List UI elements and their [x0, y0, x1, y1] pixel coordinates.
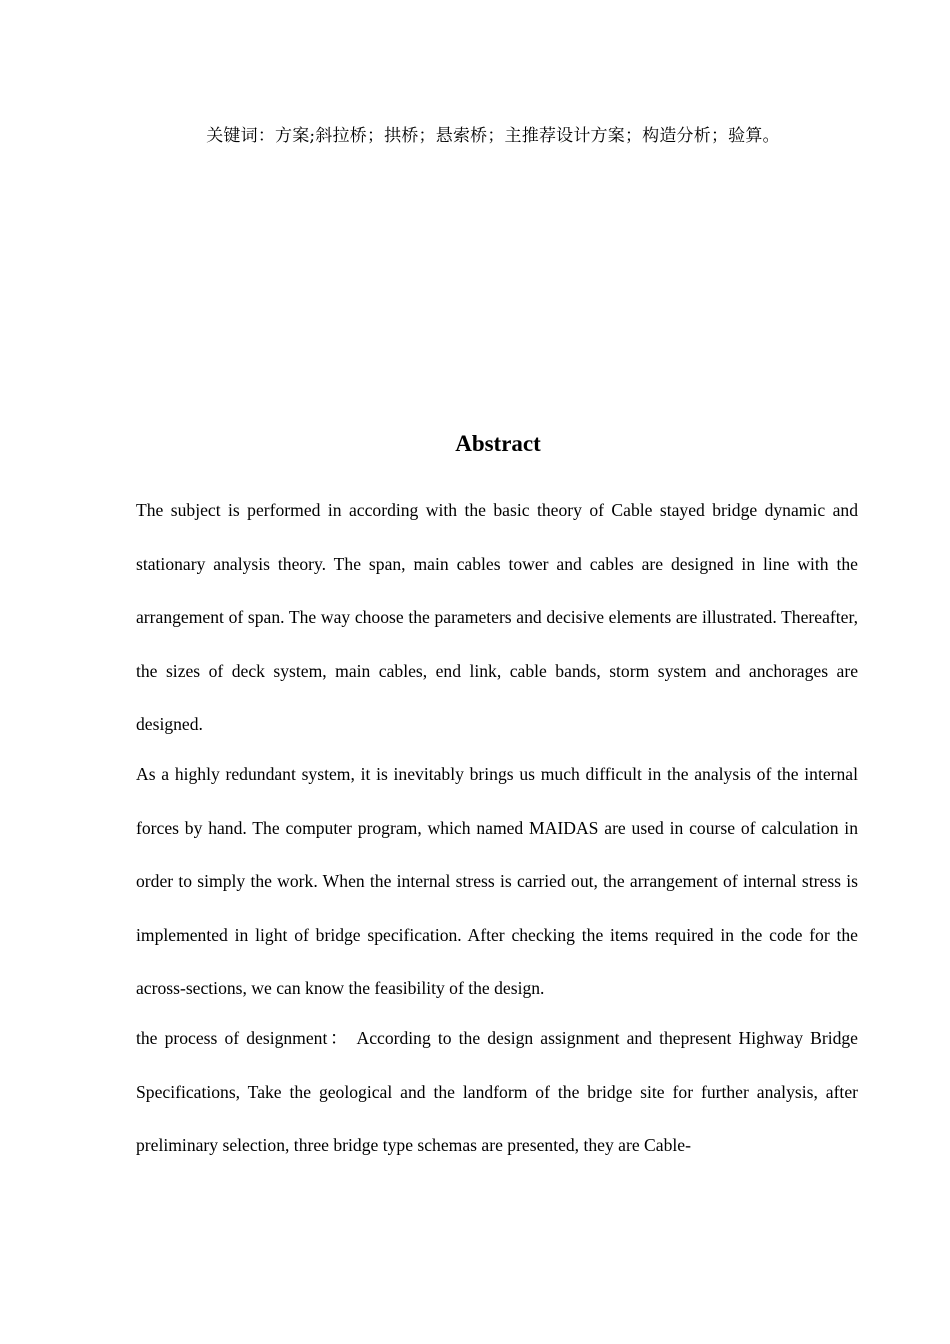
abstract-paragraph-2: As a highly redundant system, it is inevitably brings us much difficult in the analysis of the internal forces by hand. The computer program, which named MAIDAS are used in course of calculation in order to simply the work. When the internal stress is carried out, the arrangement of internal stress is implemented in light of bridge specification. After checking the items required in the code for the across-sections, we can know the feasibility of the design.: [136, 763, 858, 999]
keywords-line: 关键词：方案;斜拉桥；拱桥；悬索桥；主推荐设计方案；构造分析；验算。: [206, 126, 780, 146]
abstract-body: [136, 484, 858, 1173]
abstract-paragraph-1: The subject is performed in according with the basic theory of Cable stayed bridge dynamic and stationary analysis theory. The span, main cables tower and cables are designed in line with the arrangement of span. The way choose the parameters and decisive elements are illustrated. Thereafter, the sizes of deck system, main cables, end link, cable bands, storm system and anchorages are designed.: [136, 500, 858, 735]
abstract-heading: Abstract: [455, 431, 541, 456]
abstract-paragraph-3: the process of designment： According to the design assignment and thepresent Highway Bridge Specifications, Take the geological and the landform of the bridge site for further analysis, after preliminary selection, three bridge type schemas are presented, they are Cable-: [136, 1027, 858, 1156]
